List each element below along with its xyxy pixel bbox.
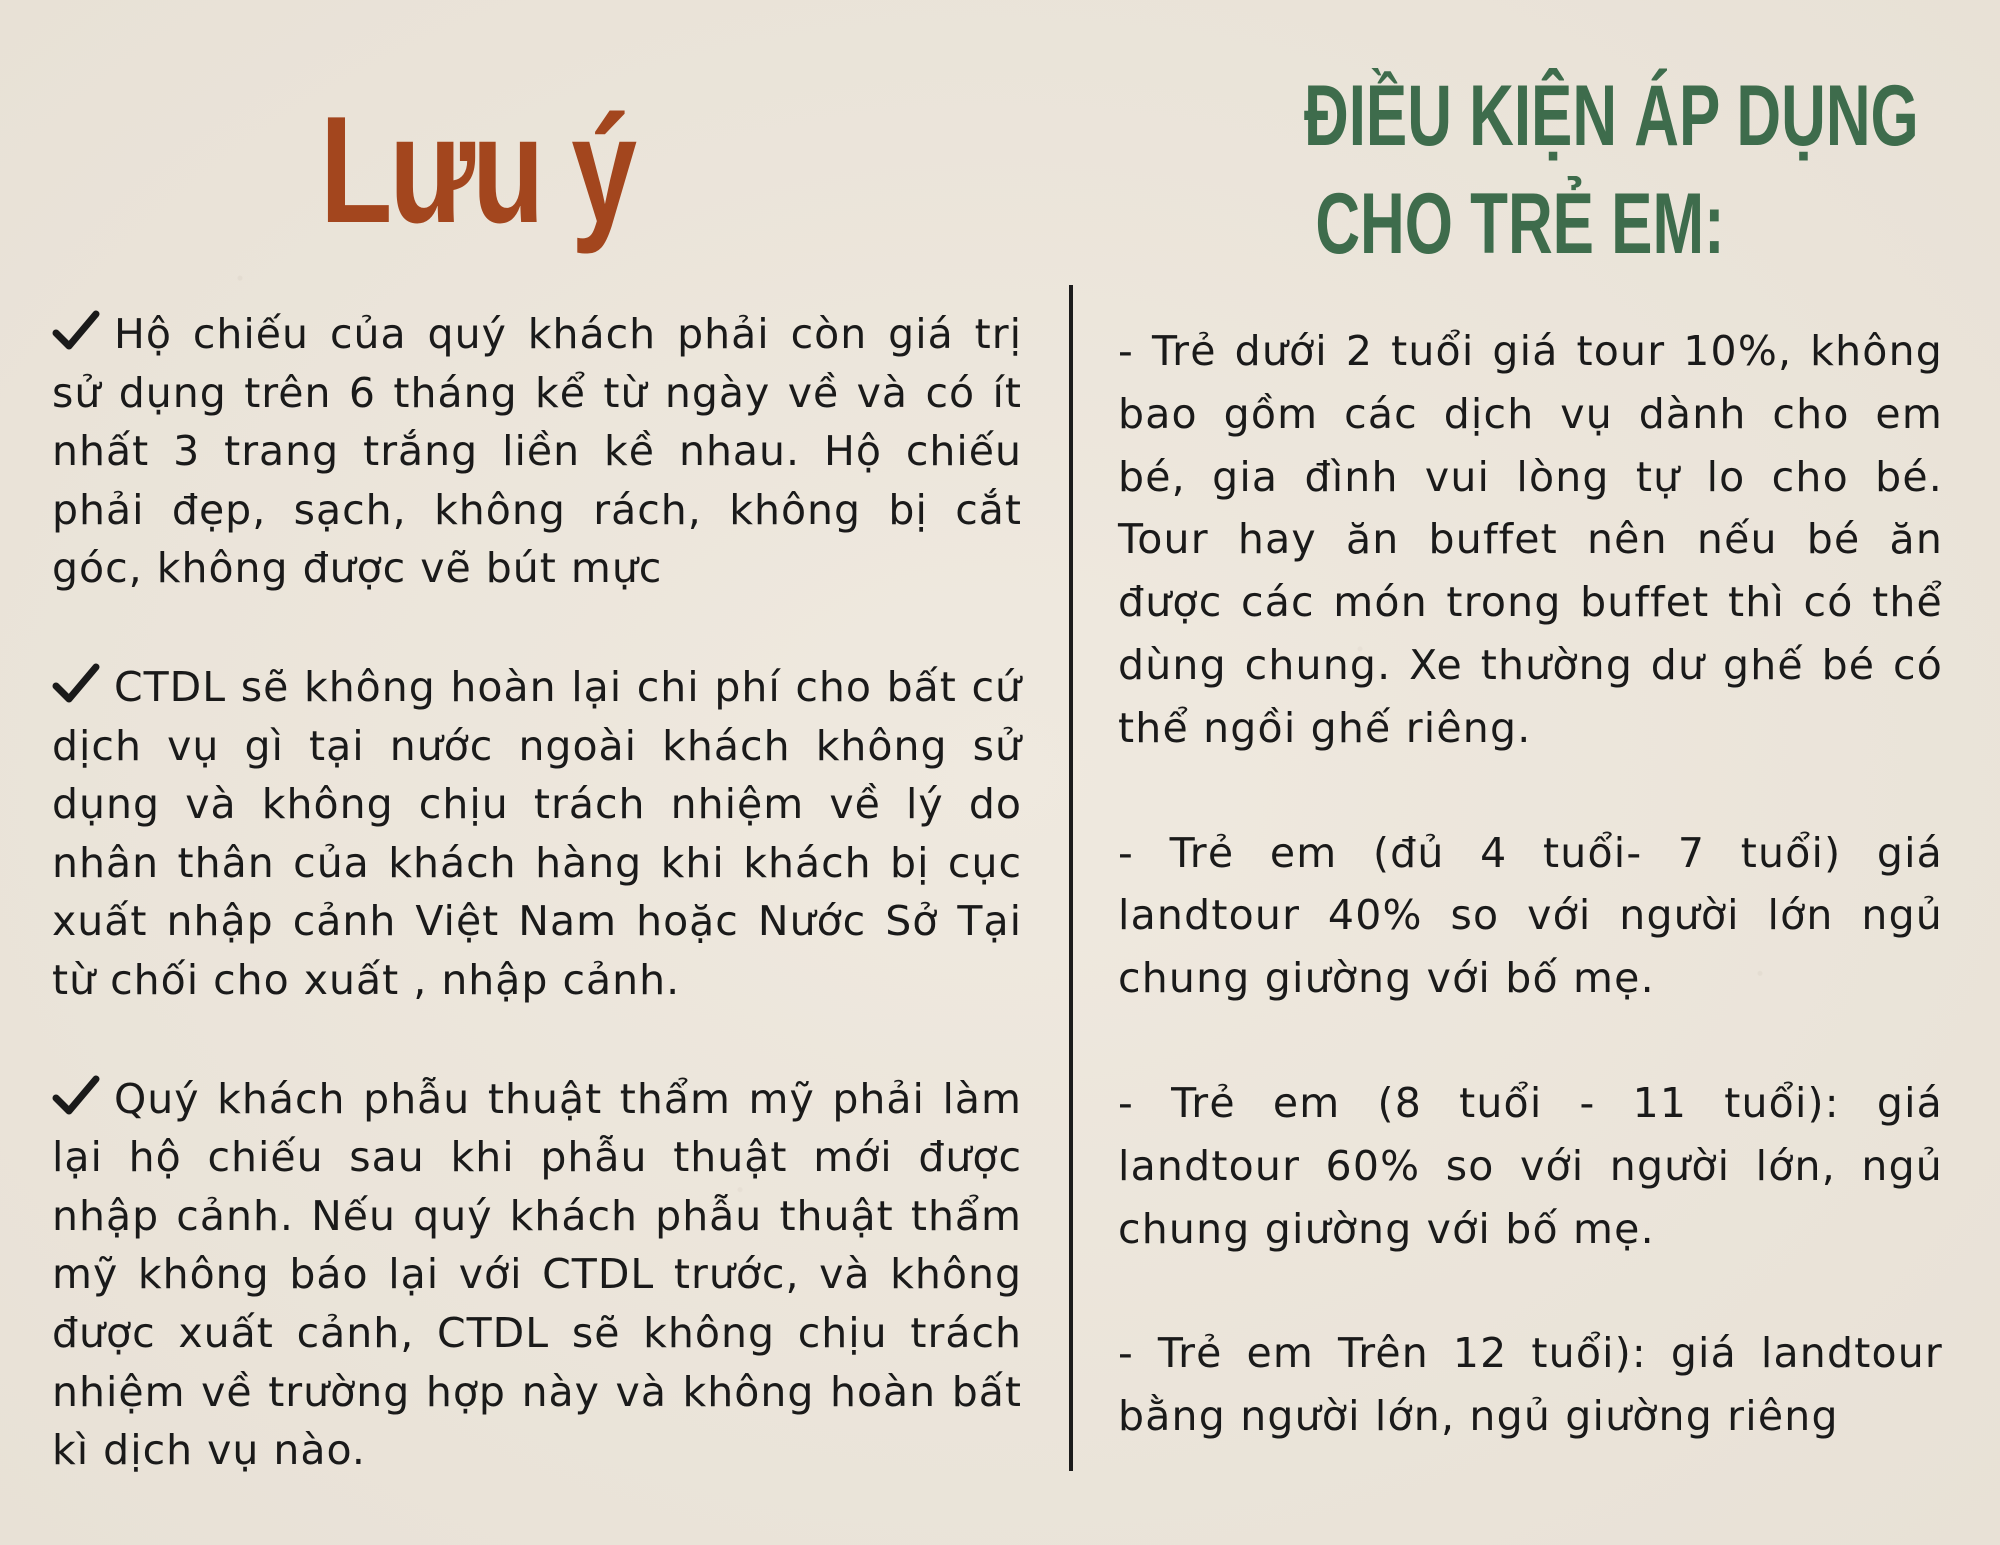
note-item-passport <box>52 305 1022 598</box>
note-item-cosmetic-surgery <box>52 1070 1022 1480</box>
checkmark-icon <box>52 308 100 352</box>
notes-column <box>52 305 1022 1540</box>
note-text: Hộ chiếu của quý khách phải còn giá trị sử dụng trên 6 tháng kể từ ngày về và có ít nhất 3 trang trắng liền kề nhau. Hộ chiếu phải đẹp, sạch, không rách, không bị cắt góc, không được vẽ bút mực <box>52 310 1022 593</box>
child-conditions-column <box>1118 320 1943 1510</box>
condition-over-12: - Trẻ em Trên 12 tuổi): giá landtour bằng người lớn, ngủ giường riêng <box>1118 1329 1943 1441</box>
child-conditions-title-line-1: ĐIỀU KIỆN ÁP DỤNG <box>1304 68 1919 164</box>
checkmark-icon <box>52 1073 100 1117</box>
note-text: Quý khách phẫu thuật thẩm mỹ phải làm lại hộ chiếu sau khi phẫu thuật mới được nhập cảnh. Nếu quý khách phẫu thuật thẩm mỹ không báo lại với CTDL trước, và không được xuất cảnh, CTDL sẽ không chịu trách nhiệm về trường hợp này và không hoàn bất kì dịch vụ nào. <box>52 1074 1022 1475</box>
notes-title: Lưu ý <box>320 85 634 255</box>
checkmark-icon <box>52 661 100 705</box>
child-conditions-title-line-2: CHO TRẺ EM: <box>1315 176 1725 272</box>
condition-under-2: - Trẻ dưới 2 tuổi giá tour 10%, không bao gồm các dịch vụ dành cho em bé, gia đình vui lòng tự lo cho bé. Tour hay ăn buffet nên nếu bé ăn được các món trong buffet thì có thể dùng chung. Xe thường dư ghế bé có thể ngồi ghế riêng. <box>1118 327 1943 752</box>
child-conditions-title <box>1220 62 1919 278</box>
condition-age-8-11: - Trẻ em (8 tuổi - 11 tuổi): giá landtour 60% so với người lớn, ngủ chung giường với bố mẹ. <box>1118 1078 1943 1253</box>
note-item-refund <box>52 658 1022 1010</box>
note-text: CTDL sẽ không hoàn lại chi phí cho bất cứ dịch vụ gì tại nước ngoài khách không sử dụng và không chịu trách nhiệm về lý do nhân thân của khách hàng khi khách bị cục xuất nhập cảnh Việt Nam hoặc Nước Sở Tại từ chối cho xuất , nhập cảnh. <box>52 662 1022 1004</box>
column-divider <box>1069 285 1073 1471</box>
condition-age-4-7: - Trẻ em (đủ 4 tuổi- 7 tuổi) giá landtour 40% so với người lớn ngủ chung giường với bố mẹ. <box>1118 828 1943 1003</box>
